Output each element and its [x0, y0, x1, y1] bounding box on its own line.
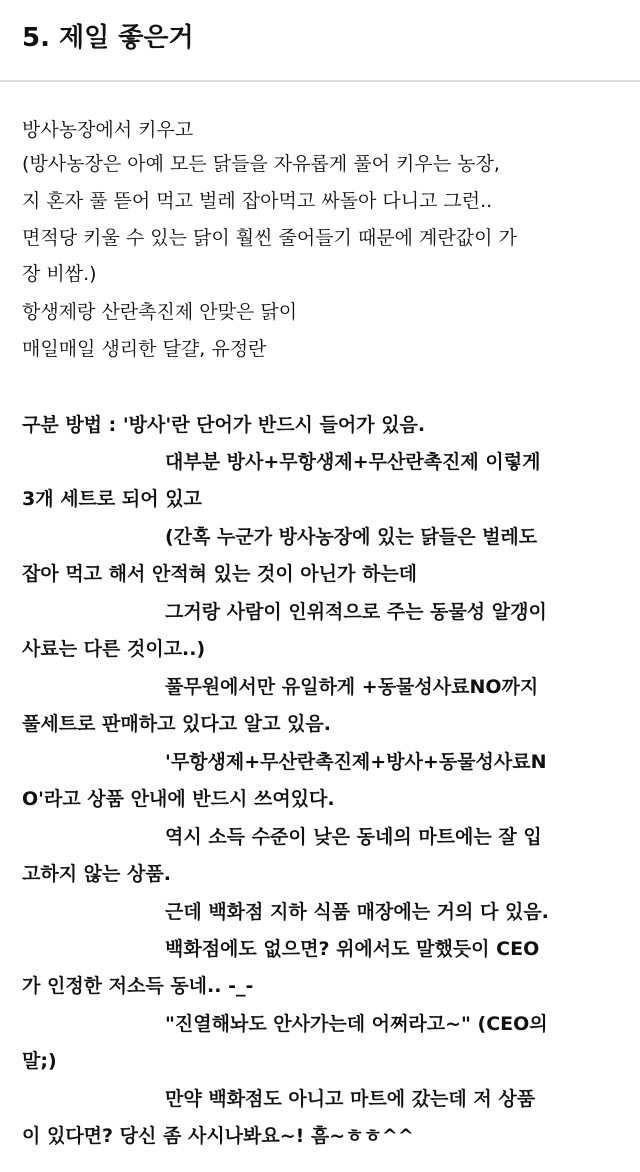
intro-line: 매일매일 생리한 달걀, 유정란: [22, 338, 267, 360]
intro-line: 면적당 키울 수 있는 닭이 훨씬 줄어들기 때문에 계란값이 가: [22, 227, 517, 249]
method-line: 이 있다면? 당신 좀 사시나봐요~! 흠~ㅎㅎ^^: [22, 1125, 414, 1147]
intro-line: 항생제랑 산란촉진제 안맞은 닭이: [22, 301, 298, 323]
method-heading: 구분 방법 : '방사'란 단어가 반드시 들어가 있음.: [22, 414, 426, 436]
method-line: 역시 소득 수준이 낮은 동네의 마트에는 잘 입: [165, 826, 542, 848]
intro-line: 장 비쌈.): [22, 263, 97, 285]
method-line: 3개 세트로 되어 있고: [22, 488, 202, 510]
method-line: 사료는 다른 것이고..): [22, 638, 206, 660]
title-divider: [0, 80, 640, 82]
method-line: '무항생제+무산란촉진제+방사+동물성사료N: [165, 751, 547, 773]
method-line: 가 인정한 저소득 동네.. -_-: [22, 975, 254, 997]
intro-line: (방사농장은 아예 모든 닭들을 자유롭게 풀어 키우는 농장,: [22, 153, 500, 175]
method-line: (간혹 누군가 방사농장에 있는 닭들은 벌레도: [165, 526, 538, 548]
method-line: 그거랑 사람이 인위적으로 주는 동물성 알갱이: [165, 601, 547, 623]
method-line: 백화점에도 없으면? 위에서도 말했듯이 CEO: [165, 938, 540, 960]
method-line: 고하지 않는 상품.: [22, 863, 171, 885]
section-title: 5. 제일 좋은거: [22, 23, 194, 53]
method-line: O'라고 상품 안내에 반드시 쓰여있다.: [22, 788, 335, 810]
method-line: 대부분 방사+무항생제+무산란촉진제 이렇게: [165, 451, 541, 473]
method-line: "진열해놔도 안사가는데 어쩌라고~" (CEO의: [165, 1013, 548, 1035]
method-line: 풀세트로 판매하고 있다고 알고 있음.: [22, 713, 331, 735]
method-line: 말;): [22, 1050, 57, 1072]
method-line: 근데 백화점 지하 식품 매장에는 거의 다 있음.: [165, 901, 549, 923]
method-line: 잡아 먹고 해서 안적혀 있는 것이 아닌가 하는데: [22, 563, 418, 585]
intro-line: 지 혼자 풀 뜯어 먹고 벌레 잡아먹고 싸돌아 다니고 그런..: [22, 190, 493, 212]
intro-line: 방사농장에서 키우고: [22, 119, 194, 141]
method-line: 만약 백화점도 아니고 마트에 갔는데 저 상품: [165, 1088, 536, 1110]
method-line: 풀무원에서만 유일하게 +동물성사료NO까지: [165, 676, 539, 698]
